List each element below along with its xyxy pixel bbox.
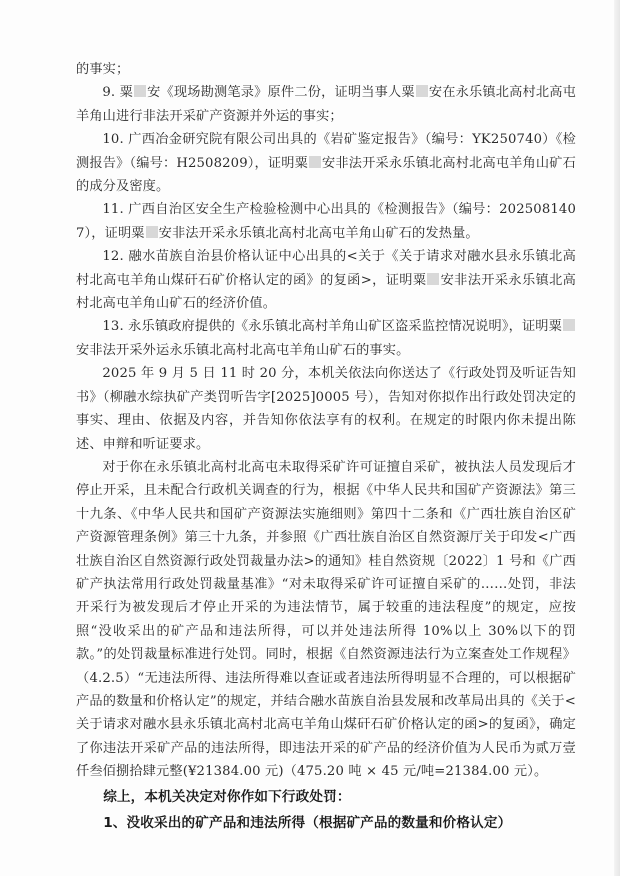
paragraph-text: 11. 广西自治区安全生产检验检测中心出具的《检测报告》（编号：2025081407），证明粟: [76, 202, 576, 241]
notice-delivery-paragraph: 2025 年 9 月 5 日 11 时 20 分，本机关依法向你送达了《行政处罚及听证告知书》（柳融水综执矿产类罚听告字[2025]0005 号），告知对你拟作出行政处罚决定的事实、理由、依据及内容，并告知你依法享有的权利。在规定的时限内你未提出陈述、申辩和听证要求。: [76, 366, 576, 452]
paragraph-text: 安非法开采永乐镇北高村北高屯羊角山矿石的发热量。: [158, 225, 479, 241]
paragraph-continuation: [76, 58, 576, 81]
paragraph-text: 安在永乐镇北高村北高屯羊角山进行非法开采矿产资源并外运的事实；: [76, 85, 577, 124]
paragraph-text: 安非法开采永乐镇北高村北高屯羊角山矿石的成分及密度。: [76, 155, 576, 195]
evidence-item-10: [76, 128, 576, 198]
redaction-mark: [563, 319, 575, 331]
redaction-mark: [309, 156, 321, 168]
paragraph-text: 10. 广西冶金研究院有限公司出具的《岩矿鉴定报告》（编号：YK250740）《检测报告》（编号：H2508209），证明粟: [76, 132, 576, 171]
paragraph-text: 13. 永乐镇政府提供的《永乐镇北高村羊角山矿区盗采监控情况说明》，证明粟: [102, 319, 562, 335]
paragraph-text: 12. 融水苗族自治县价格认证中心出具的<关于《关于请求对融水县永乐镇北高村北高屯羊角山煤矸石矿价格认定的函》的复函>，证明粟: [76, 249, 576, 288]
redaction-mark: [427, 273, 439, 285]
evidence-item-11: [76, 198, 576, 245]
document-body: [76, 58, 576, 836]
paragraph-text: 安《现场勘测笔录》原件二份，证明当事人粟: [147, 85, 415, 101]
paragraph-text: 安非法开采永乐镇北高村北高屯羊角山矿石的经济价值。: [76, 272, 576, 312]
paragraph-text: 安非法开采外运永乐镇北高村北高屯羊角山矿石的事实。: [76, 342, 410, 358]
decision-heading: 综上，本机关决定对你作如下行政处罚：: [103, 788, 351, 805]
redaction-mark: [134, 85, 146, 97]
evidence-item-12: [76, 245, 576, 315]
evidence-item-13: [76, 315, 576, 362]
penalty-item-1: 1、没收采出的矿产品和违法所得（根据矿产品的数量和价格认定）: [103, 814, 512, 831]
redaction-mark: [416, 85, 428, 97]
penalty-basis-paragraph: 对于你在永乐镇北高村北高屯未取得采矿许可证擅自采矿，被执法人员发现后才停止开采，且未配合行政机关调查的行为，根据《中华人民共和国矿产资源法》第三十九条、《中华人民共和国矿产资源法实施细则》第四十二条和《广西壮族自治区矿产资源管理条例》第三十九条，并参照《广西壮族自治区自然资源厅关于印发<广西壮族自治区自然资源行政处罚裁量办法>的通知》桂自然资规〔2022〕1 号和《广西矿产执法常用行政处罚裁量基准》“对未取得采矿许可证擅自采矿的……处罚，非法开采行为被发现后才停止开采的为违法情节，属于较重的违法程度”的规定，应按照“没收采出的矿产品和违法所得，可以并处违法所得 10%以上 30%以下的罚款。”的处罚裁量标准进行处罚。同时，根据《自然资源违法行为立案查处工作规程》（4.2.5）“无违法所得、违法所得难以查证或者违法所得明显不合理的，可以根据矿产品的数量和价格认定”的规定，并结合融水苗族自治县发展和改革局出具的《关于<关于请求对融水县永乐镇北高村北高屯羊角山煤矸石矿价格认定的函>的复函》，确定了你违法开采矿产品的违法所得，即违法开采的矿产品的经济价值为人民币为贰万壹仟叁佰捌拾肆元整(¥21384.00 元)（475.20 吨 × 45 元/吨=21384.00 元）。: [76, 459, 576, 780]
evidence-item-9: [76, 81, 576, 128]
redaction-mark: [146, 226, 158, 238]
paragraph-text: 的事实；: [76, 62, 130, 77]
paragraph-text: 9. 粟: [102, 85, 134, 101]
page-edge-shadow: [614, 0, 620, 876]
